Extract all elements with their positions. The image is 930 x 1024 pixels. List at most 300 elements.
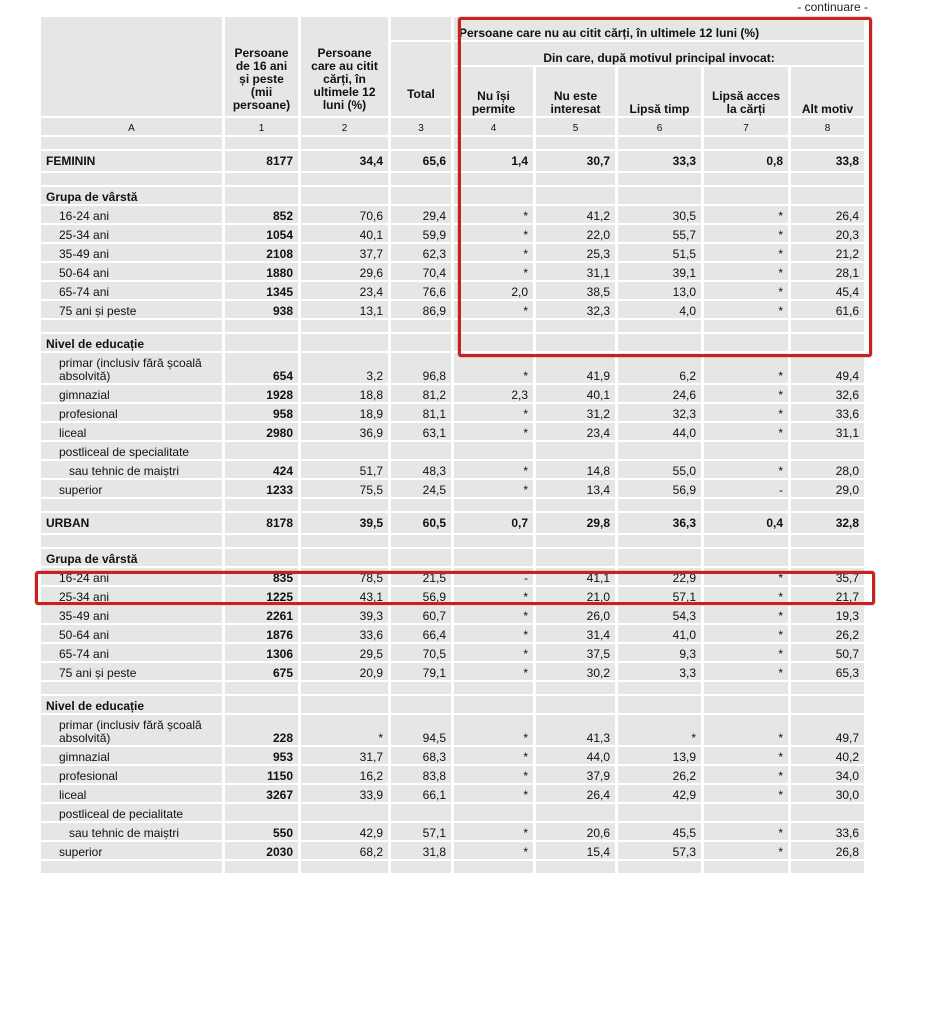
value-cell: 26,2: [618, 766, 704, 785]
empty-cell: [454, 682, 536, 696]
value-cell: 29,6: [301, 263, 391, 282]
value-cell: 33,9: [301, 785, 391, 804]
empty-cell: [454, 187, 536, 206]
empty-cell: [391, 320, 454, 334]
value-cell: *: [704, 842, 791, 861]
empty-cell: [618, 535, 704, 549]
value-cell: *: [301, 715, 391, 747]
value-cell: 8177: [225, 151, 301, 173]
value-cell: *: [704, 766, 791, 785]
value-cell: 13,4: [536, 480, 618, 499]
empty-cell: [791, 320, 867, 334]
data-row: [41, 461, 867, 480]
row-label: FEMININ: [41, 151, 225, 173]
empty-cell: [391, 696, 454, 715]
value-cell: *: [454, 480, 536, 499]
value-cell: *: [704, 785, 791, 804]
value-cell: 30,7: [536, 151, 618, 173]
value-cell: 39,5: [301, 513, 391, 535]
value-cell: 28,0: [791, 461, 867, 480]
empty-cell: [618, 549, 704, 568]
value-cell: 424: [225, 461, 301, 480]
empty-cell: [536, 861, 618, 875]
value-cell: *: [454, 587, 536, 606]
value-cell: *: [454, 301, 536, 320]
data-row: [41, 480, 867, 499]
value-cell: 42,9: [618, 785, 704, 804]
value-cell: 3,2: [301, 353, 391, 385]
value-cell: 21,0: [536, 587, 618, 606]
section-row: [41, 696, 867, 715]
value-cell: 40,2: [791, 747, 867, 766]
value-cell: 2030: [225, 842, 301, 861]
value-cell: 958: [225, 404, 301, 423]
row-label: profesional: [41, 404, 225, 423]
column-number: 8: [791, 118, 867, 137]
empty-cell: [536, 682, 618, 696]
value-cell: 75,5: [301, 480, 391, 499]
value-cell: 49,7: [791, 715, 867, 747]
statistics-table: [41, 17, 867, 875]
empty-cell: [704, 320, 791, 334]
section-row: [41, 549, 867, 568]
blank-row: [41, 682, 867, 696]
empty-cell: [618, 173, 704, 187]
blank-row: [41, 535, 867, 549]
value-cell: *: [704, 404, 791, 423]
data-row: [41, 263, 867, 282]
value-cell: 26,4: [536, 785, 618, 804]
value-cell: 42,9: [301, 823, 391, 842]
value-cell: *: [704, 263, 791, 282]
column-number: A: [41, 118, 225, 137]
row-label: liceal: [41, 423, 225, 442]
empty-cell: [454, 861, 536, 875]
value-cell: 37,9: [536, 766, 618, 785]
empty-cell: [301, 804, 391, 823]
value-cell: 1345: [225, 282, 301, 301]
header-subgroup-title: Din care, după motivul principal invocat:: [454, 42, 867, 67]
empty-cell: [225, 320, 301, 334]
empty-cell: [301, 499, 391, 513]
header-col-4: Nu își permite: [454, 67, 536, 118]
value-cell: *: [704, 353, 791, 385]
empty-cell: [391, 861, 454, 875]
value-cell: *: [618, 715, 704, 747]
value-cell: 953: [225, 747, 301, 766]
column-number: 7: [704, 118, 791, 137]
empty-cell: [225, 696, 301, 715]
value-cell: 33,3: [618, 151, 704, 173]
row-label: URBAN: [41, 513, 225, 535]
value-cell: *: [704, 625, 791, 644]
row-label: postliceal de specialitate: [41, 442, 225, 461]
value-cell: *: [454, 206, 536, 225]
value-cell: *: [454, 785, 536, 804]
row-label: sau tehnic de maiștri: [41, 461, 225, 480]
empty-cell: [536, 137, 618, 151]
value-cell: 13,1: [301, 301, 391, 320]
value-cell: 26,4: [791, 206, 867, 225]
value-cell: 68,3: [391, 747, 454, 766]
value-cell: 2,3: [454, 385, 536, 404]
value-cell: 28,1: [791, 263, 867, 282]
value-cell: 60,7: [391, 606, 454, 625]
value-cell: 40,1: [301, 225, 391, 244]
row-label: 75 ani și peste: [41, 663, 225, 682]
column-number: 1: [225, 118, 301, 137]
empty-cell: [225, 334, 301, 353]
value-cell: 30,0: [791, 785, 867, 804]
value-cell: 3267: [225, 785, 301, 804]
value-cell: 33,8: [791, 151, 867, 173]
value-cell: 1054: [225, 225, 301, 244]
value-cell: 50,7: [791, 644, 867, 663]
empty-cell: [791, 187, 867, 206]
blank-row: [41, 861, 867, 875]
total-row: [41, 151, 867, 173]
empty-cell: [536, 549, 618, 568]
table-body: [41, 137, 867, 875]
row-label: 35-49 ani: [41, 606, 225, 625]
value-cell: 938: [225, 301, 301, 320]
blank-row: [41, 499, 867, 513]
value-cell: 45,5: [618, 823, 704, 842]
label-row: [41, 442, 867, 461]
value-cell: 83,8: [391, 766, 454, 785]
blank-row: [41, 173, 867, 187]
empty-cell: [391, 187, 454, 206]
empty-cell: [704, 696, 791, 715]
value-cell: 2980: [225, 423, 301, 442]
empty-cell: [454, 320, 536, 334]
section-row: [41, 187, 867, 206]
value-cell: *: [454, 715, 536, 747]
value-cell: 32,6: [791, 385, 867, 404]
value-cell: *: [454, 663, 536, 682]
empty-cell: [301, 320, 391, 334]
value-cell: 41,3: [536, 715, 618, 747]
row-label: 35-49 ani: [41, 244, 225, 263]
blank-row: [41, 320, 867, 334]
value-cell: 37,5: [536, 644, 618, 663]
value-cell: 14,8: [536, 461, 618, 480]
data-row: [41, 644, 867, 663]
value-cell: 30,5: [618, 206, 704, 225]
empty-cell: [225, 173, 301, 187]
value-cell: *: [704, 244, 791, 263]
empty-cell: [391, 499, 454, 513]
empty-cell: [41, 173, 225, 187]
value-cell: 15,4: [536, 842, 618, 861]
empty-cell: [301, 549, 391, 568]
empty-cell: [704, 173, 791, 187]
empty-cell: [391, 535, 454, 549]
value-cell: 55,0: [618, 461, 704, 480]
empty-cell: [791, 173, 867, 187]
empty-cell: [301, 173, 391, 187]
row-label: sau tehnic de maiștri: [41, 823, 225, 842]
empty-cell: [536, 187, 618, 206]
empty-cell: [301, 187, 391, 206]
column-number: 2: [301, 118, 391, 137]
value-cell: 1233: [225, 480, 301, 499]
header-total-top: [391, 17, 454, 42]
value-cell: 21,7: [791, 587, 867, 606]
value-cell: 3,3: [618, 663, 704, 682]
data-row: [41, 282, 867, 301]
column-number: 6: [618, 118, 704, 137]
empty-cell: [225, 535, 301, 549]
empty-cell: [536, 696, 618, 715]
column-number-row: [41, 118, 867, 137]
empty-cell: [618, 804, 704, 823]
row-label: primar (inclusiv fără școală absolvită): [41, 353, 225, 385]
value-cell: 66,1: [391, 785, 454, 804]
value-cell: 16,2: [301, 766, 391, 785]
value-cell: 29,8: [536, 513, 618, 535]
value-cell: *: [454, 842, 536, 861]
value-cell: *: [704, 206, 791, 225]
value-cell: *: [454, 404, 536, 423]
header-col-7: Lipsă acces la cărți: [704, 67, 791, 118]
header-col-1: Persoane de 16 ani și peste (mii persoane): [225, 17, 301, 118]
value-cell: 26,2: [791, 625, 867, 644]
value-cell: 48,3: [391, 461, 454, 480]
value-cell: 96,8: [391, 353, 454, 385]
value-cell: 1150: [225, 766, 301, 785]
empty-cell: [391, 173, 454, 187]
value-cell: 2108: [225, 244, 301, 263]
empty-cell: [301, 442, 391, 461]
empty-cell: [225, 861, 301, 875]
value-cell: 56,9: [391, 587, 454, 606]
empty-cell: [41, 499, 225, 513]
value-cell: 1225: [225, 587, 301, 606]
value-cell: *: [454, 823, 536, 842]
data-row: [41, 568, 867, 587]
value-cell: 44,0: [536, 747, 618, 766]
empty-cell: [791, 696, 867, 715]
value-cell: 30,2: [536, 663, 618, 682]
value-cell: 60,5: [391, 513, 454, 535]
value-cell: 78,5: [301, 568, 391, 587]
value-cell: 57,1: [391, 823, 454, 842]
empty-cell: [791, 549, 867, 568]
value-cell: 68,2: [301, 842, 391, 861]
header-col-8: Alt motiv: [791, 67, 867, 118]
value-cell: 54,3: [618, 606, 704, 625]
value-cell: 34,4: [301, 151, 391, 173]
empty-cell: [301, 137, 391, 151]
value-cell: 62,3: [391, 244, 454, 263]
blank-row: [41, 137, 867, 151]
value-cell: 24,5: [391, 480, 454, 499]
data-row: [41, 823, 867, 842]
empty-cell: [391, 442, 454, 461]
value-cell: *: [454, 644, 536, 663]
empty-cell: [791, 442, 867, 461]
data-row: [41, 385, 867, 404]
value-cell: *: [704, 715, 791, 747]
data-row: [41, 225, 867, 244]
value-cell: 81,2: [391, 385, 454, 404]
data-row: [41, 244, 867, 263]
empty-cell: [41, 682, 225, 696]
data-row: [41, 606, 867, 625]
value-cell: 21,2: [791, 244, 867, 263]
value-cell: 228: [225, 715, 301, 747]
value-cell: *: [704, 282, 791, 301]
row-label: 75 ani și peste: [41, 301, 225, 320]
value-cell: 2,0: [454, 282, 536, 301]
value-cell: 31,1: [791, 423, 867, 442]
value-cell: 25,3: [536, 244, 618, 263]
empty-cell: [454, 549, 536, 568]
empty-cell: [704, 682, 791, 696]
empty-cell: [225, 804, 301, 823]
empty-cell: [536, 334, 618, 353]
empty-cell: [225, 499, 301, 513]
empty-cell: [454, 535, 536, 549]
empty-cell: [704, 499, 791, 513]
empty-cell: [618, 442, 704, 461]
continuation-label: - continuare -: [797, 0, 868, 14]
data-row: [41, 206, 867, 225]
value-cell: 675: [225, 663, 301, 682]
value-cell: 55,7: [618, 225, 704, 244]
empty-cell: [536, 804, 618, 823]
value-cell: 35,7: [791, 568, 867, 587]
value-cell: 0,8: [704, 151, 791, 173]
empty-cell: [618, 320, 704, 334]
empty-cell: [618, 499, 704, 513]
value-cell: 33,6: [791, 404, 867, 423]
empty-cell: [301, 535, 391, 549]
value-cell: *: [704, 301, 791, 320]
empty-cell: [618, 696, 704, 715]
header-corner: [41, 17, 225, 118]
data-row: [41, 301, 867, 320]
data-row: [41, 747, 867, 766]
value-cell: 43,1: [301, 587, 391, 606]
empty-cell: [791, 137, 867, 151]
section-label: Grupa de vârstă: [41, 187, 225, 206]
empty-cell: [225, 137, 301, 151]
row-label: liceal: [41, 785, 225, 804]
value-cell: 29,0: [791, 480, 867, 499]
data-row: [41, 404, 867, 423]
value-cell: 31,4: [536, 625, 618, 644]
value-cell: *: [704, 587, 791, 606]
row-label: profesional: [41, 766, 225, 785]
row-label: 50-64 ani: [41, 625, 225, 644]
value-cell: 18,9: [301, 404, 391, 423]
value-cell: *: [704, 747, 791, 766]
row-label: superior: [41, 480, 225, 499]
value-cell: 6,2: [618, 353, 704, 385]
value-cell: 1928: [225, 385, 301, 404]
data-row: [41, 766, 867, 785]
value-cell: 37,7: [301, 244, 391, 263]
value-cell: 57,1: [618, 587, 704, 606]
value-cell: 29,4: [391, 206, 454, 225]
value-cell: 32,8: [791, 513, 867, 535]
value-cell: *: [454, 423, 536, 442]
row-label: postliceal de pecialitate: [41, 804, 225, 823]
value-cell: 41,9: [536, 353, 618, 385]
empty-cell: [454, 173, 536, 187]
value-cell: 36,3: [618, 513, 704, 535]
value-cell: *: [454, 353, 536, 385]
value-cell: 70,6: [301, 206, 391, 225]
value-cell: *: [704, 644, 791, 663]
value-cell: 39,3: [301, 606, 391, 625]
data-row: [41, 625, 867, 644]
value-cell: 51,7: [301, 461, 391, 480]
value-cell: 24,6: [618, 385, 704, 404]
value-cell: *: [454, 263, 536, 282]
header-col-2: Persoane care au citit cărți, în ultimele 12 luni (%): [301, 17, 391, 118]
empty-cell: [225, 549, 301, 568]
value-cell: 70,5: [391, 644, 454, 663]
empty-cell: [704, 861, 791, 875]
value-cell: *: [454, 225, 536, 244]
row-label: superior: [41, 842, 225, 861]
data-row: [41, 353, 867, 385]
value-cell: 20,6: [536, 823, 618, 842]
header-col-5: Nu este interesat: [536, 67, 618, 118]
empty-cell: [704, 334, 791, 353]
empty-cell: [536, 535, 618, 549]
value-cell: *: [704, 663, 791, 682]
value-cell: 9,3: [618, 644, 704, 663]
empty-cell: [791, 535, 867, 549]
value-cell: 63,1: [391, 423, 454, 442]
value-cell: *: [454, 766, 536, 785]
column-number: 5: [536, 118, 618, 137]
empty-cell: [536, 499, 618, 513]
empty-cell: [618, 682, 704, 696]
value-cell: 1,4: [454, 151, 536, 173]
value-cell: *: [454, 747, 536, 766]
value-cell: 13,0: [618, 282, 704, 301]
empty-cell: [301, 334, 391, 353]
value-cell: 23,4: [536, 423, 618, 442]
data-row: [41, 785, 867, 804]
row-label: 25-34 ani: [41, 587, 225, 606]
value-cell: 41,0: [618, 625, 704, 644]
empty-cell: [536, 320, 618, 334]
empty-cell: [454, 804, 536, 823]
value-cell: 33,6: [301, 625, 391, 644]
empty-cell: [454, 696, 536, 715]
value-cell: 835: [225, 568, 301, 587]
section-label: Grupa de vârstă: [41, 549, 225, 568]
value-cell: 41,2: [536, 206, 618, 225]
value-cell: *: [704, 385, 791, 404]
value-cell: 65,6: [391, 151, 454, 173]
value-cell: 18,8: [301, 385, 391, 404]
value-cell: 32,3: [536, 301, 618, 320]
value-cell: 51,5: [618, 244, 704, 263]
section-label: Nivel de educație: [41, 696, 225, 715]
value-cell: 38,5: [536, 282, 618, 301]
empty-cell: [618, 334, 704, 353]
empty-cell: [41, 320, 225, 334]
empty-cell: [618, 137, 704, 151]
empty-cell: [454, 137, 536, 151]
